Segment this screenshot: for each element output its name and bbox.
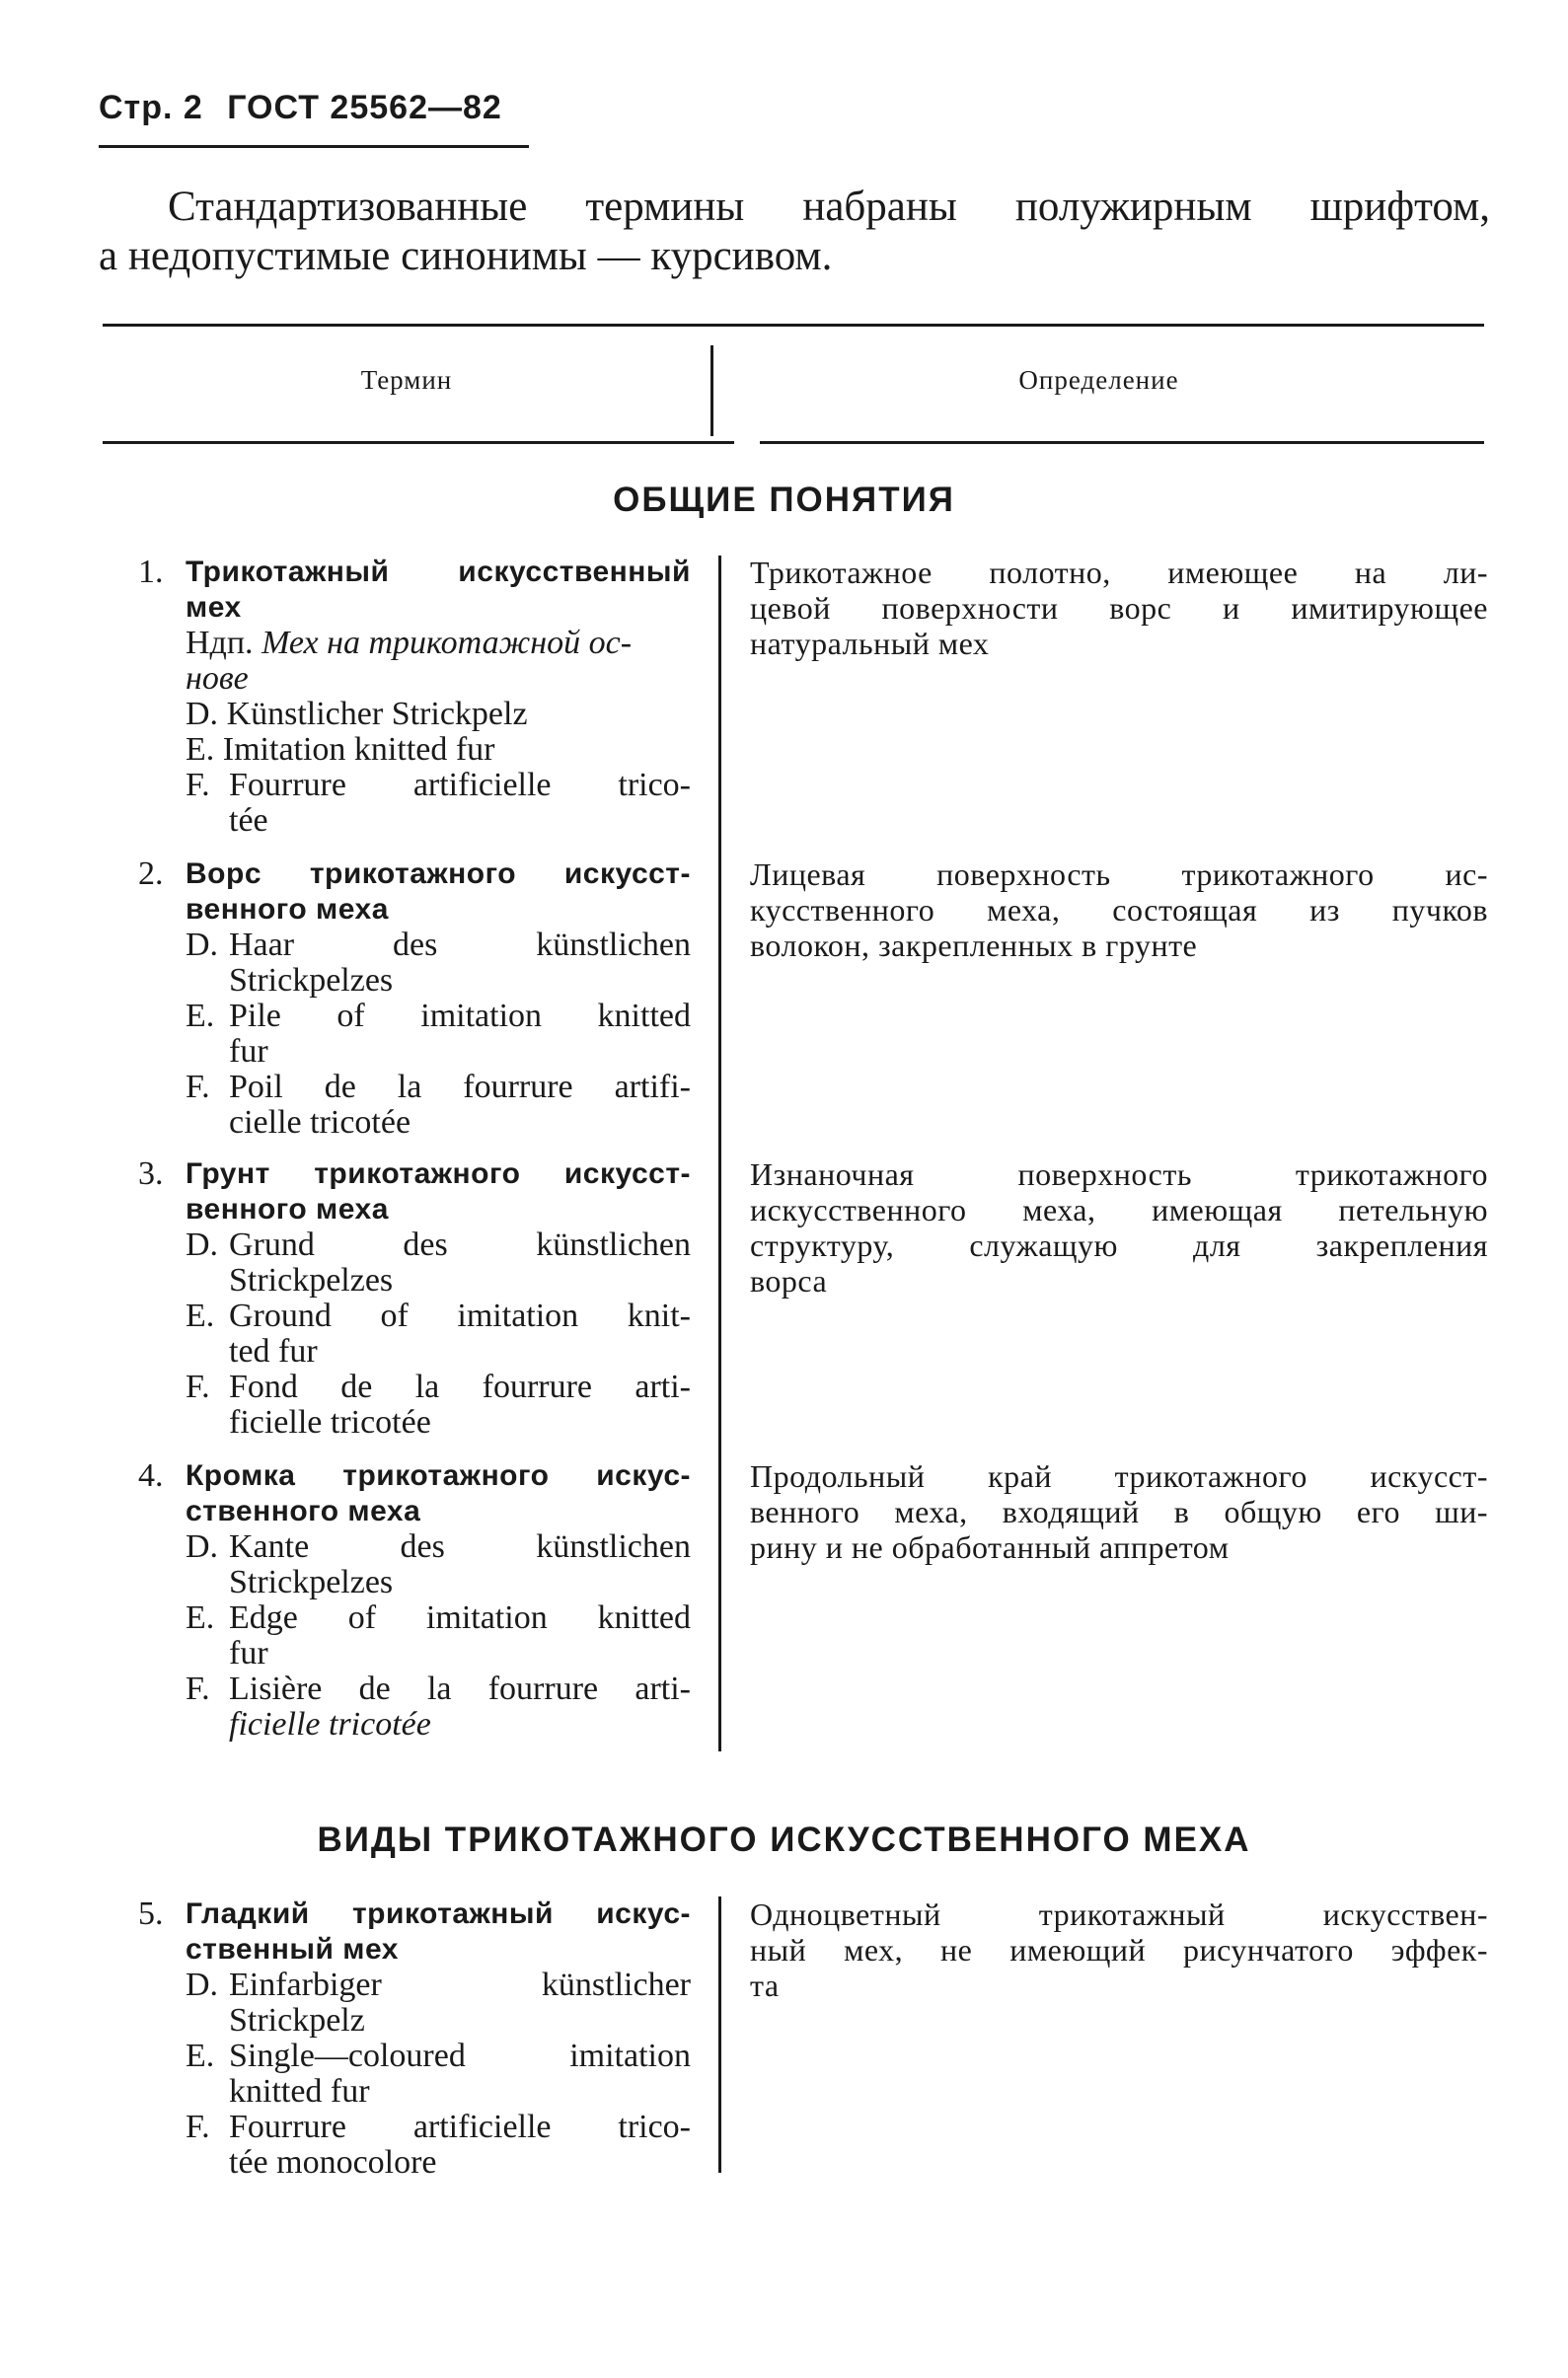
term-translation-en: E. Pile of imitation knitted fur xyxy=(186,998,691,1070)
definition-5: Одноцветный трикотажный искусствен- ный мех, не имеющий рисунчатого эффек- та xyxy=(750,1896,1488,2003)
term-translation-de: D. Einfarbiger künstlicher Strickpelz xyxy=(186,1967,691,2039)
header-rule xyxy=(99,145,529,148)
table-top-rule xyxy=(103,324,1484,327)
term-translation-de: D. Grund des künstlichen Strickpelzes xyxy=(186,1226,691,1299)
column-divider-section-1 xyxy=(718,556,721,1751)
term-name: Ворс трикотажного искусст- венного меха xyxy=(186,857,691,926)
term-translation-de: D. Haar des künstlichen Strickpelzes xyxy=(186,927,691,999)
column-divider-section-2 xyxy=(718,1896,721,2173)
term-translation-fr: F. Fond de la fourrure arti- ficielle tricotée xyxy=(186,1369,691,1441)
section-title-types: ВИДЫ ТРИКОТАЖНОГО ИСКУССТВЕННОГО МЕХА xyxy=(317,1821,1251,1859)
term-translation-en: E. Edge of imitation knitted fur xyxy=(186,1599,691,1672)
term-translation-de: D. Kante des künstlichen Strickpelzes xyxy=(186,1528,691,1600)
term-translation-fr: F. Fourrure artificielle trico- tée monocolore xyxy=(186,2109,691,2181)
term-name: Грунт трикотажного искусст- венного меха xyxy=(186,1157,691,1226)
term-ndp: Ндп. Мех на трикотажной ос- нове xyxy=(186,625,633,697)
term-number: 1. xyxy=(138,554,164,590)
section-title-general: ОБЩИЕ ПОНЯТИЯ xyxy=(613,481,955,519)
term-entry-1 xyxy=(138,555,691,839)
definition-4: Продольный край трикотажного искусст- венного меха, входящий в общую его ши- рину и не обработанный аппретом xyxy=(750,1458,1488,1565)
term-translation-fr: F. Fourrure artificielle trico- tée xyxy=(186,767,691,839)
term-number: 3. xyxy=(138,1155,164,1192)
term-name: Трикотажный искусственный мех xyxy=(186,556,691,624)
standard-code: ГОСТ 25562—82 xyxy=(227,89,502,126)
term-number: 4. xyxy=(138,1457,164,1494)
term-translation-en: E. Ground of imitation knit- ted fur xyxy=(186,1298,691,1370)
term-name: Кромка трикотажного искус- ственного меха xyxy=(186,1459,691,1527)
term-entry-4 xyxy=(138,1458,691,1743)
term-translation-en: E. Single—coloured imitation knitted fur xyxy=(186,2038,691,2110)
column-header-definition: Определение xyxy=(1018,365,1179,395)
definition-2: Лицевая поверхность трикотажного ис- кусственного меха, состоящая из пучков волокон, закрепленных в грунте xyxy=(750,856,1488,963)
term-entry-3 xyxy=(138,1156,691,1441)
term-translation-fr: F. Lisière de la fourrure arti- ficielle tricotée xyxy=(186,1671,691,1743)
term-entry-2 xyxy=(138,856,691,1141)
intro-line-2: а недопустимые синонимы — курсивом. xyxy=(99,233,833,279)
intro-paragraph xyxy=(99,183,1490,281)
page-number: Стр. 2 xyxy=(99,89,203,126)
term-entry-5 xyxy=(138,1896,691,2181)
definition-1: Трикотажное полотно, имеющее на ли- цевой поверхности ворс и имитирующее натуральный мех xyxy=(750,555,1488,661)
page-header xyxy=(99,89,516,127)
term-translation-en: E. Imitation knitted fur xyxy=(186,731,495,768)
term-translation-de: D. Künstlicher Strickpelz xyxy=(186,696,528,732)
column-header-term: Термин xyxy=(360,365,453,395)
term-name: Гладкий трикотажный искус- ственный мех xyxy=(186,1897,691,1966)
table-header-bottom-rule-left xyxy=(103,441,734,444)
term-translation-fr: F. Poil de la fourrure artifi- cielle tricotée xyxy=(186,1069,691,1141)
term-number: 5. xyxy=(138,1895,164,1932)
term-number: 2. xyxy=(138,855,164,892)
intro-line-1: Стандартизованные термины набраны полужирным шрифтом, xyxy=(168,184,1490,230)
table-header-bottom-rule-right xyxy=(760,441,1484,444)
definition-3: Изнаночная поверхность трикотажного искусственного меха, имеющая петельную структуру, служащую для закрепления ворса xyxy=(750,1156,1488,1299)
